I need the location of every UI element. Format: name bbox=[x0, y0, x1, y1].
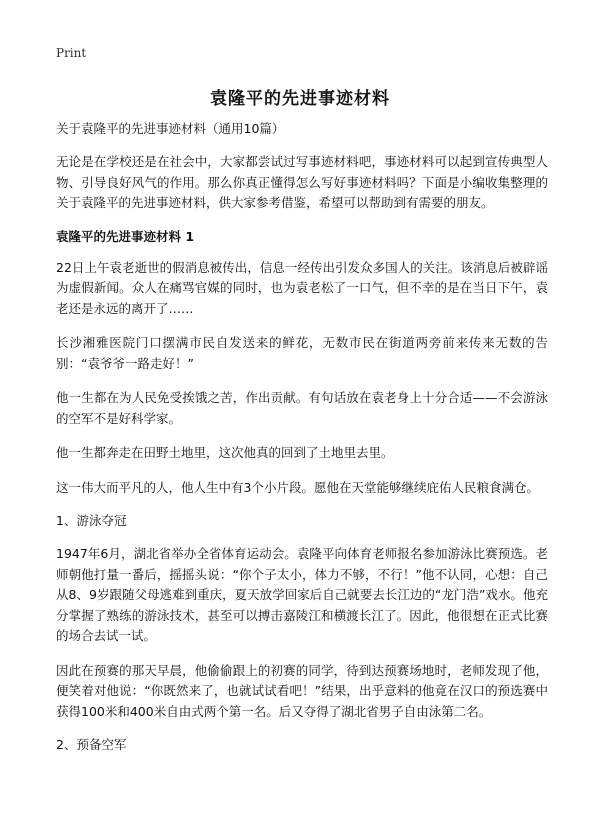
document-title: 袁隆平的先进事迹材料 bbox=[210, 89, 390, 109]
body-paragraph: 这一伟大而平凡的人，他人生中有3个小片段。愿他在天堂能够继续庇佑人民粮食满仓。 bbox=[56, 479, 539, 495]
document-subtitle: 关于袁隆平的先进事迹材料（通用10篇） bbox=[56, 121, 285, 136]
body-paragraph: 22日上午袁老逝世的假消息被传出，信息一经传出引发众多国人的关注。该消息后被辟谣为虚假新闻。众人在痛骂官媒的同时，也为袁老松了一口气，但不幸的是在当日下午，袁老还是永远的离开了…… bbox=[56, 259, 548, 316]
section-heading: 袁隆平的先进事迹材料 1 bbox=[56, 228, 195, 244]
body-paragraph: 他一生都奔走在田野土地里，这次他真的回到了土地里去里。 bbox=[56, 445, 394, 460]
body-paragraph: 他一生都在为人民免受挨饿之苦，作出贡献。有句话放在袁老身上十分合适——不会游泳的空军不是好科学家。 bbox=[56, 390, 548, 426]
body-paragraph: 长沙湘雅医院门口摆满市民自发送来的鲜花，无数市民在街道两旁前来传来无数的告别：“袁爷爷一路走好！” bbox=[56, 335, 548, 371]
body-paragraph: 1947年6月，湖北省举办全省体育运动会。袁隆平向体育老师报名参加游泳比赛预选。老师朝他打量一番后，摇摇头说：“你个子太小，体力不够，不行！”他不认同，心想：自己从8、9岁跟随父母逃难到重庆，夏天放学回家后自己就要去长江边的“龙门浩”戏水。他充分掌握了熟练的游泳技术，甚至可以搏击嘉陵江和横渡长江了。因此，他很想在正式比赛的场合去试一试。 bbox=[56, 546, 548, 643]
subsection-heading: 1、游泳夺冠 bbox=[56, 513, 127, 528]
body-paragraph: 因此在预赛的那天早晨，他偷偷跟上的初赛的同学，待到达预赛场地时，老师发现了他，便笑着对他说：“你既然来了，也就试试看吧！”结果，出乎意料的他竟在汉口的预选赛中获得100米和400米自由式两个第一名。后又夺得了湖北省男子自由泳第二名。 bbox=[56, 662, 548, 719]
document-body bbox=[56, 120, 548, 768]
print-label: Print bbox=[56, 46, 87, 60]
intro-paragraph: 无论是在学校还是在社会中，大家都尝试过写事迹材料吧，事迹材料可以起到宣传典型人物、引导良好风气的作用。那么你真正懂得怎么写好事迹材料吗？下面是小编收集整理的关于袁隆平的先进事迹材料，供大家参考借鉴，希望可以帮助到有需要的朋友。 bbox=[56, 154, 548, 210]
subsection-heading: 2、预备空军 bbox=[56, 737, 127, 752]
